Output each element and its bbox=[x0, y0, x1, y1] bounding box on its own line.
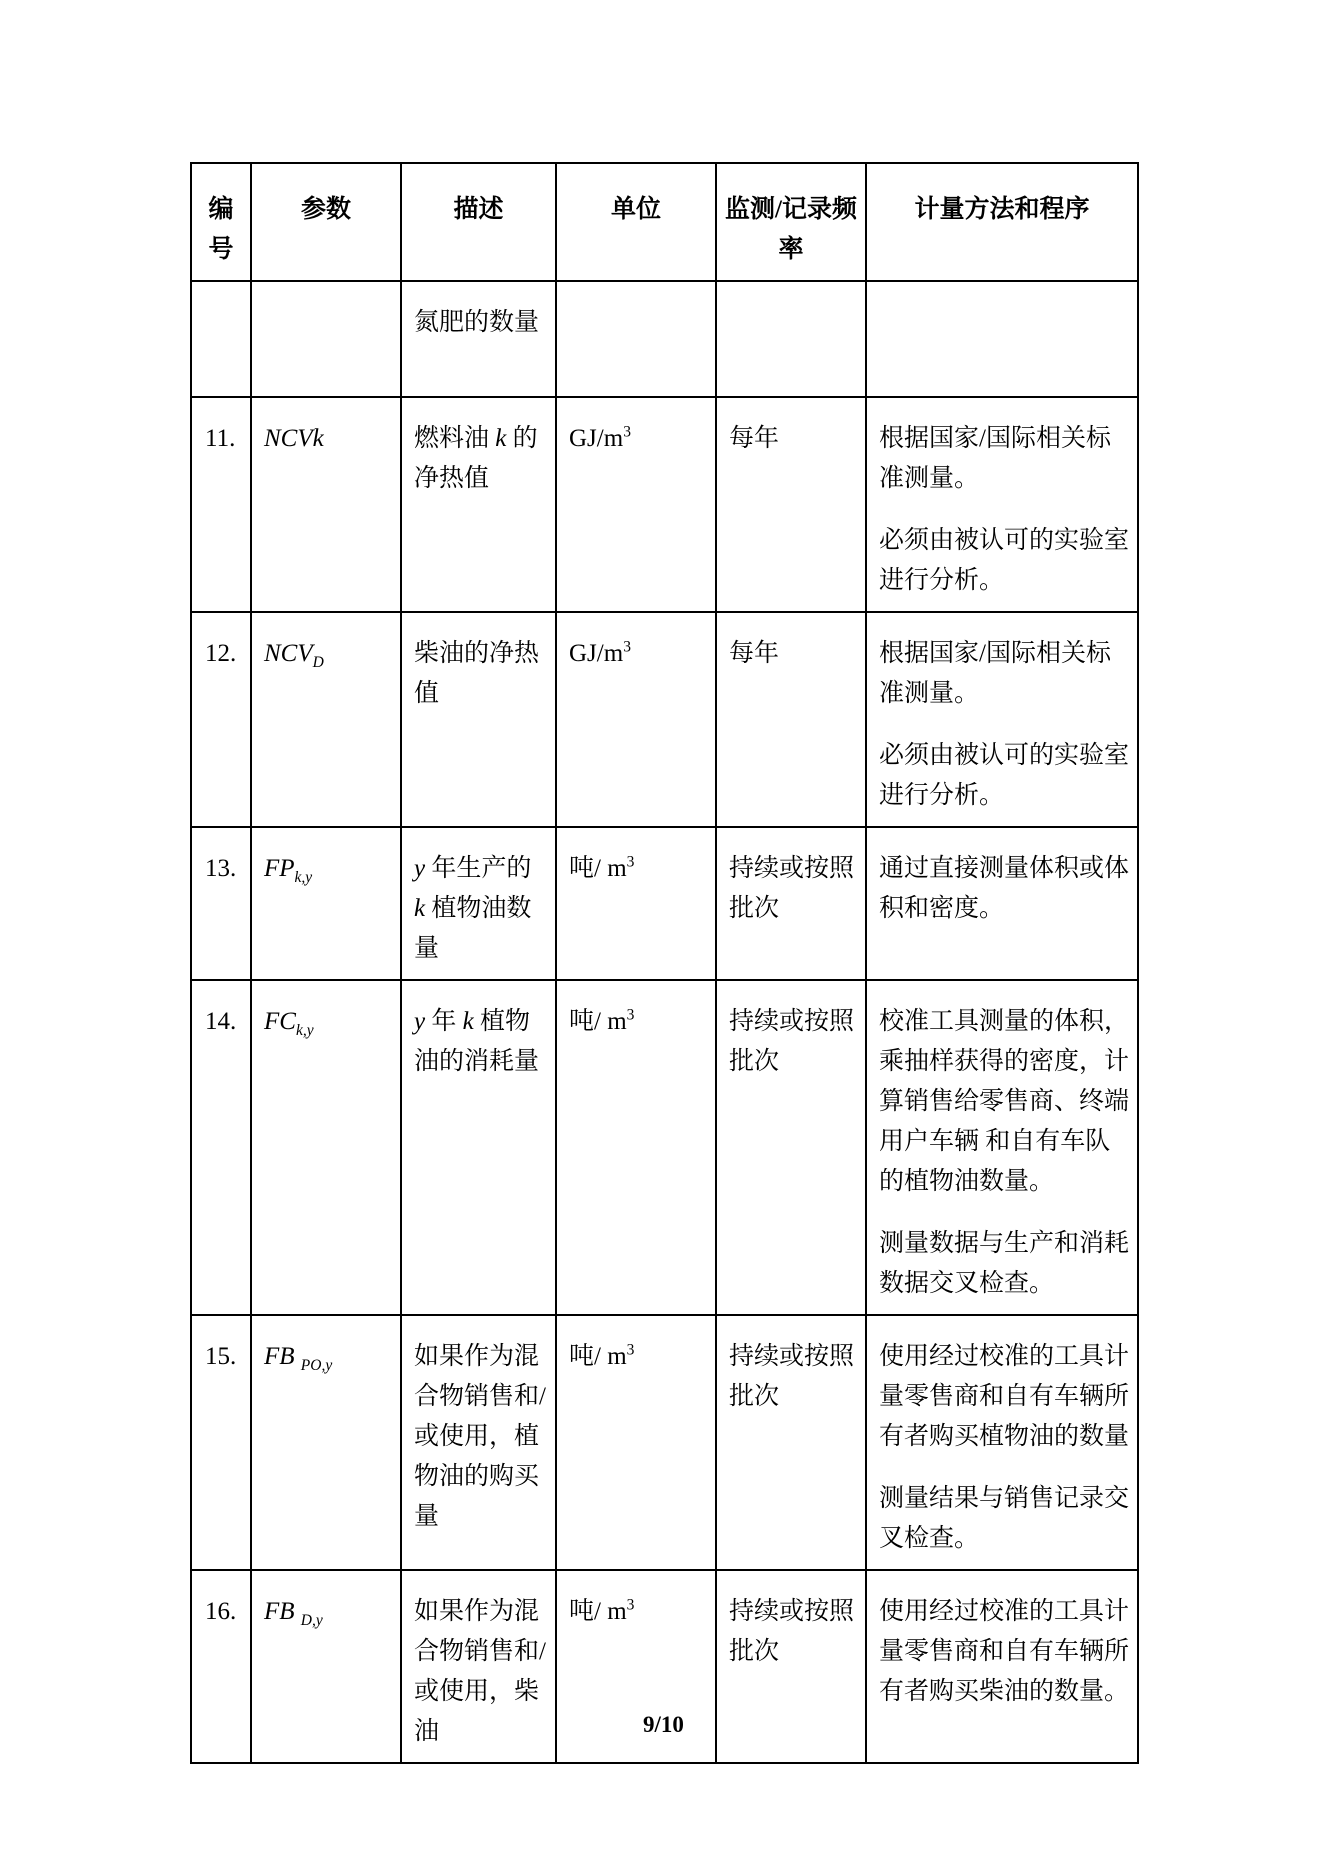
table-row bbox=[191, 281, 1138, 397]
column-header-number: 编号 bbox=[191, 163, 251, 281]
cell-frequency: 每年 bbox=[716, 612, 866, 827]
column-header-unit: 单位 bbox=[556, 163, 716, 281]
cell-parameter bbox=[251, 281, 401, 397]
cell-parameter: FB $_{D,y}$ bbox=[251, 1570, 401, 1763]
cell-number bbox=[191, 281, 251, 397]
cell-unit: 吨/ $m^3$ bbox=[556, 1570, 716, 1763]
column-header-frequency: 监测/记录频率 bbox=[716, 163, 866, 281]
cell-unit bbox=[556, 281, 716, 397]
cell-unit: $GJ/m^3$ bbox=[556, 397, 716, 612]
table-header-row bbox=[191, 163, 1138, 281]
cell-method: 根据国家/国际相关标准测量。 必须由被认可的实验室进行分析。 bbox=[866, 397, 1138, 612]
cell-number: 15. bbox=[191, 1315, 251, 1570]
column-header-description: 描述 bbox=[401, 163, 556, 281]
cell-method: 通过直接测量体积或体积和密度。 bbox=[866, 827, 1138, 980]
cell-description: 柴油的净热值 bbox=[401, 612, 556, 827]
cell-method: 根据国家/国际相关标准测量。 必须由被认可的实验室进行分析。 bbox=[866, 612, 1138, 827]
cell-method bbox=[866, 281, 1138, 397]
cell-parameter: $FC_{k,y}$ bbox=[251, 980, 401, 1315]
cell-method: 使用经过校准的工具计量零售商和自有车辆所有者购买植物油的数量 测量结果与销售记录交叉检查。 bbox=[866, 1315, 1138, 1570]
cell-description: y 年生产的 k 植物油数量 bbox=[401, 827, 556, 980]
cell-frequency: 每年 bbox=[716, 397, 866, 612]
table-row bbox=[191, 827, 1138, 980]
cell-description: 氮肥的数量 bbox=[401, 281, 556, 397]
cell-unit: 吨/ $m^3$ bbox=[556, 1315, 716, 1570]
cell-description: 燃料油 k 的净热值 bbox=[401, 397, 556, 612]
table-row bbox=[191, 1315, 1138, 1570]
cell-number: 16. bbox=[191, 1570, 251, 1763]
page-number: 9/10 bbox=[643, 1712, 684, 1737]
cell-frequency bbox=[716, 281, 866, 397]
cell-description: y 年 k 植物油的消耗量 bbox=[401, 980, 556, 1315]
column-header-parameter: 参数 bbox=[251, 163, 401, 281]
cell-method: 校准工具测量的体积，乘抽样获得的密度，计算销售给零售商、终端用户车辆 和自有车队的植物油数量。 测量数据与生产和消耗数据交叉检查。 bbox=[866, 980, 1138, 1315]
monitoring-parameters-table bbox=[190, 162, 1139, 1764]
cell-description: 如果作为混合物销售和/或使用，柴油 bbox=[401, 1570, 556, 1763]
cell-parameter: $FP_{k,y}$ bbox=[251, 827, 401, 980]
cell-frequency: 持续或按照批次 bbox=[716, 980, 866, 1315]
table-row bbox=[191, 612, 1138, 827]
cell-unit: 吨/ $m^3$ bbox=[556, 980, 716, 1315]
cell-frequency: 持续或按照批次 bbox=[716, 1315, 866, 1570]
cell-number: 13. bbox=[191, 827, 251, 980]
cell-number: 12. bbox=[191, 612, 251, 827]
column-header-method: 计量方法和程序 bbox=[866, 163, 1138, 281]
cell-parameter: NCVk bbox=[251, 397, 401, 612]
cell-description: 如果作为混合物销售和/或使用，植物油的购买量 bbox=[401, 1315, 556, 1570]
table-row bbox=[191, 397, 1138, 612]
cell-parameter: $NCV_D$ bbox=[251, 612, 401, 827]
cell-number: 11. bbox=[191, 397, 251, 612]
cell-unit: $GJ/m^3$ bbox=[556, 612, 716, 827]
table-row bbox=[191, 980, 1138, 1315]
cell-frequency: 持续或按照批次 bbox=[716, 1570, 866, 1763]
cell-unit: 吨/ $m^3$ bbox=[556, 827, 716, 980]
cell-parameter: FB $_{PO,y}$ bbox=[251, 1315, 401, 1570]
cell-number: 14. bbox=[191, 980, 251, 1315]
cell-method: 使用经过校准的工具计量零售商和自有车辆所有者购买柴油的数量。 bbox=[866, 1570, 1138, 1763]
cell-frequency: 持续或按照批次 bbox=[716, 827, 866, 980]
